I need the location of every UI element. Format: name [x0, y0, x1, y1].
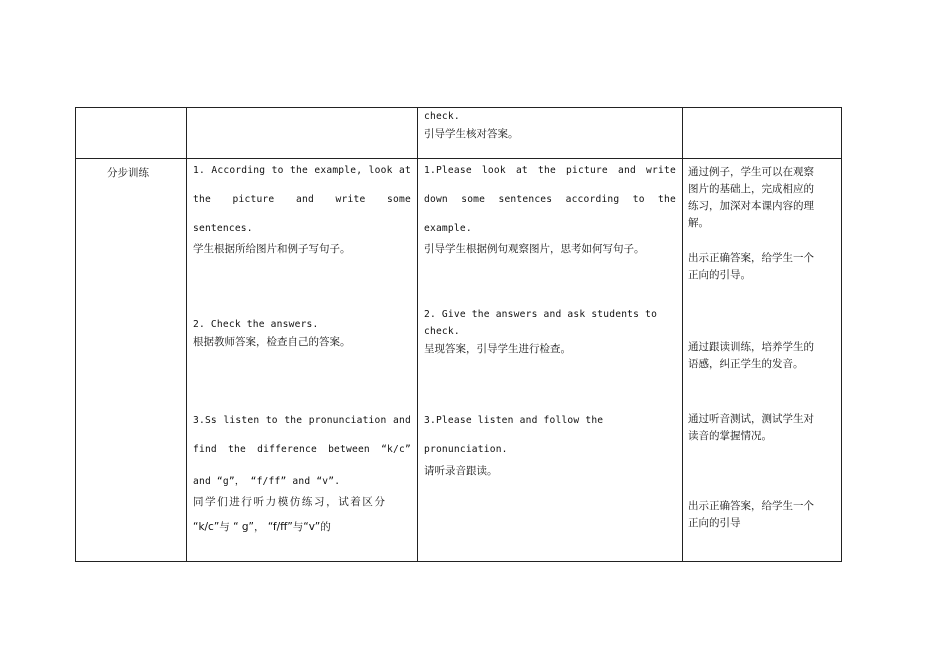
student-step3-line2: [193, 444, 411, 455]
teacher-step1-line3: example.: [424, 223, 472, 234]
word: write: [646, 165, 676, 176]
word: to: [265, 415, 278, 426]
purpose-p1-line4: 解。: [688, 217, 709, 229]
row2-teacher-activity-cell: [418, 159, 682, 562]
row1-teacher-zh-text: 引导学生核对答案。: [424, 128, 519, 140]
word: some: [387, 194, 411, 205]
student-step3-line3: and “g”， “f/ff” and “v”.: [193, 476, 341, 487]
word: picture: [232, 194, 275, 205]
teacher-step1-zh: 引导学生根据例句观察图片，思考如何写句子。: [424, 243, 645, 255]
teacher-step1-line1: [424, 165, 676, 176]
student-step1-line2: [193, 194, 411, 205]
word: the: [658, 194, 676, 205]
purpose-p3-line1: 通过跟读训练，培养学生的: [688, 341, 814, 353]
word: 1.Please: [424, 165, 472, 176]
lesson-plan-table: [75, 107, 842, 562]
purpose-p4-line2: 读音的掌握情况。: [688, 430, 772, 442]
word: look: [368, 165, 393, 176]
row2-purpose-cell: [683, 159, 842, 562]
word: at: [515, 165, 528, 176]
student-step1-line1: [193, 165, 411, 176]
student-step1-zh: 学生根据所给图片和例子写句子。: [193, 243, 351, 255]
teacher-step2-line1: 2. Give the answers and ask students to: [424, 309, 658, 320]
word: difference: [257, 444, 317, 455]
word: the: [228, 444, 246, 455]
word: to: [271, 165, 284, 176]
word: listen: [223, 415, 260, 426]
word: the: [284, 415, 303, 426]
stage-label: 分步训练: [107, 167, 149, 179]
purpose-p5-line2: 正向的引导: [688, 517, 741, 529]
row1-teacher-en-text: check.: [424, 111, 460, 122]
purpose-p5-line1: 出示正确答案，给学生一个: [688, 500, 814, 512]
teacher-step2-zh: 呈现答案，引导学生进行检查。: [424, 343, 571, 355]
teacher-step3-zh: 请听录音跟读。: [424, 465, 498, 477]
teacher-step3-line1: 3.Please listen and follow the: [424, 415, 604, 426]
word: and: [296, 194, 314, 205]
word: according: [565, 194, 620, 205]
purpose-p2-line1: 出示正确答案，给学生一个: [688, 252, 814, 264]
word: the: [193, 194, 211, 205]
word: down: [424, 194, 448, 205]
purpose-p3-line2: 语感，纠正学生的发音。: [688, 358, 804, 370]
student-step3-zh1: 同学们进行听力模仿练习，试着区分: [193, 496, 387, 508]
word: According: [211, 165, 266, 176]
word: find: [193, 444, 217, 455]
word: picture: [566, 165, 608, 176]
row1-purpose-cell: [683, 108, 842, 158]
word: look: [481, 165, 506, 176]
purpose-p4-line1: 通过听音测试，测试学生对: [688, 413, 814, 425]
purpose-p2-line2: 正向的引导。: [688, 269, 751, 281]
word: at: [398, 165, 411, 176]
teacher-step1-line2: [424, 194, 676, 205]
purpose-p1-line3: 练习，加深对本课内容的理: [688, 200, 814, 212]
word: the: [538, 165, 556, 176]
purpose-p1-line1: 通过例子，学生可以在观察: [688, 166, 814, 178]
student-step2-line1: 2. Check the answers.: [193, 319, 319, 330]
word: 1.: [193, 165, 205, 176]
word: example,: [314, 165, 363, 176]
word: and: [393, 415, 411, 426]
teacher-step2-line2: check.: [424, 326, 460, 337]
row2-stage-cell: [76, 159, 186, 562]
word: pronunciation: [308, 415, 387, 426]
word: the: [290, 165, 308, 176]
word: 3.Ss: [193, 415, 217, 426]
teacher-step3-line2: pronunciation.: [424, 444, 508, 455]
student-step3-line1: [193, 415, 411, 426]
student-step1-line3: sentences.: [193, 223, 253, 234]
word: “k/c”: [381, 444, 411, 455]
word: some: [461, 194, 486, 205]
purpose-p1-line2: 图片的基础上，完成相应的: [688, 183, 814, 195]
word: between: [328, 444, 370, 455]
row1-teacher-activity-cell: [418, 108, 682, 158]
row1-stage-cell: [76, 108, 186, 158]
row1-student-activity-cell: [187, 108, 417, 158]
row2-student-activity-cell: [187, 159, 417, 562]
student-step2-zh: 根据教师答案，检查自己的答案。: [193, 336, 351, 348]
word: sentences: [498, 194, 553, 205]
word: write: [335, 194, 366, 205]
student-step3-zh2: “k/c”与 “ g”， “f/ff”与“v”的: [193, 521, 331, 533]
word: and: [618, 165, 636, 176]
word: to: [632, 194, 645, 205]
